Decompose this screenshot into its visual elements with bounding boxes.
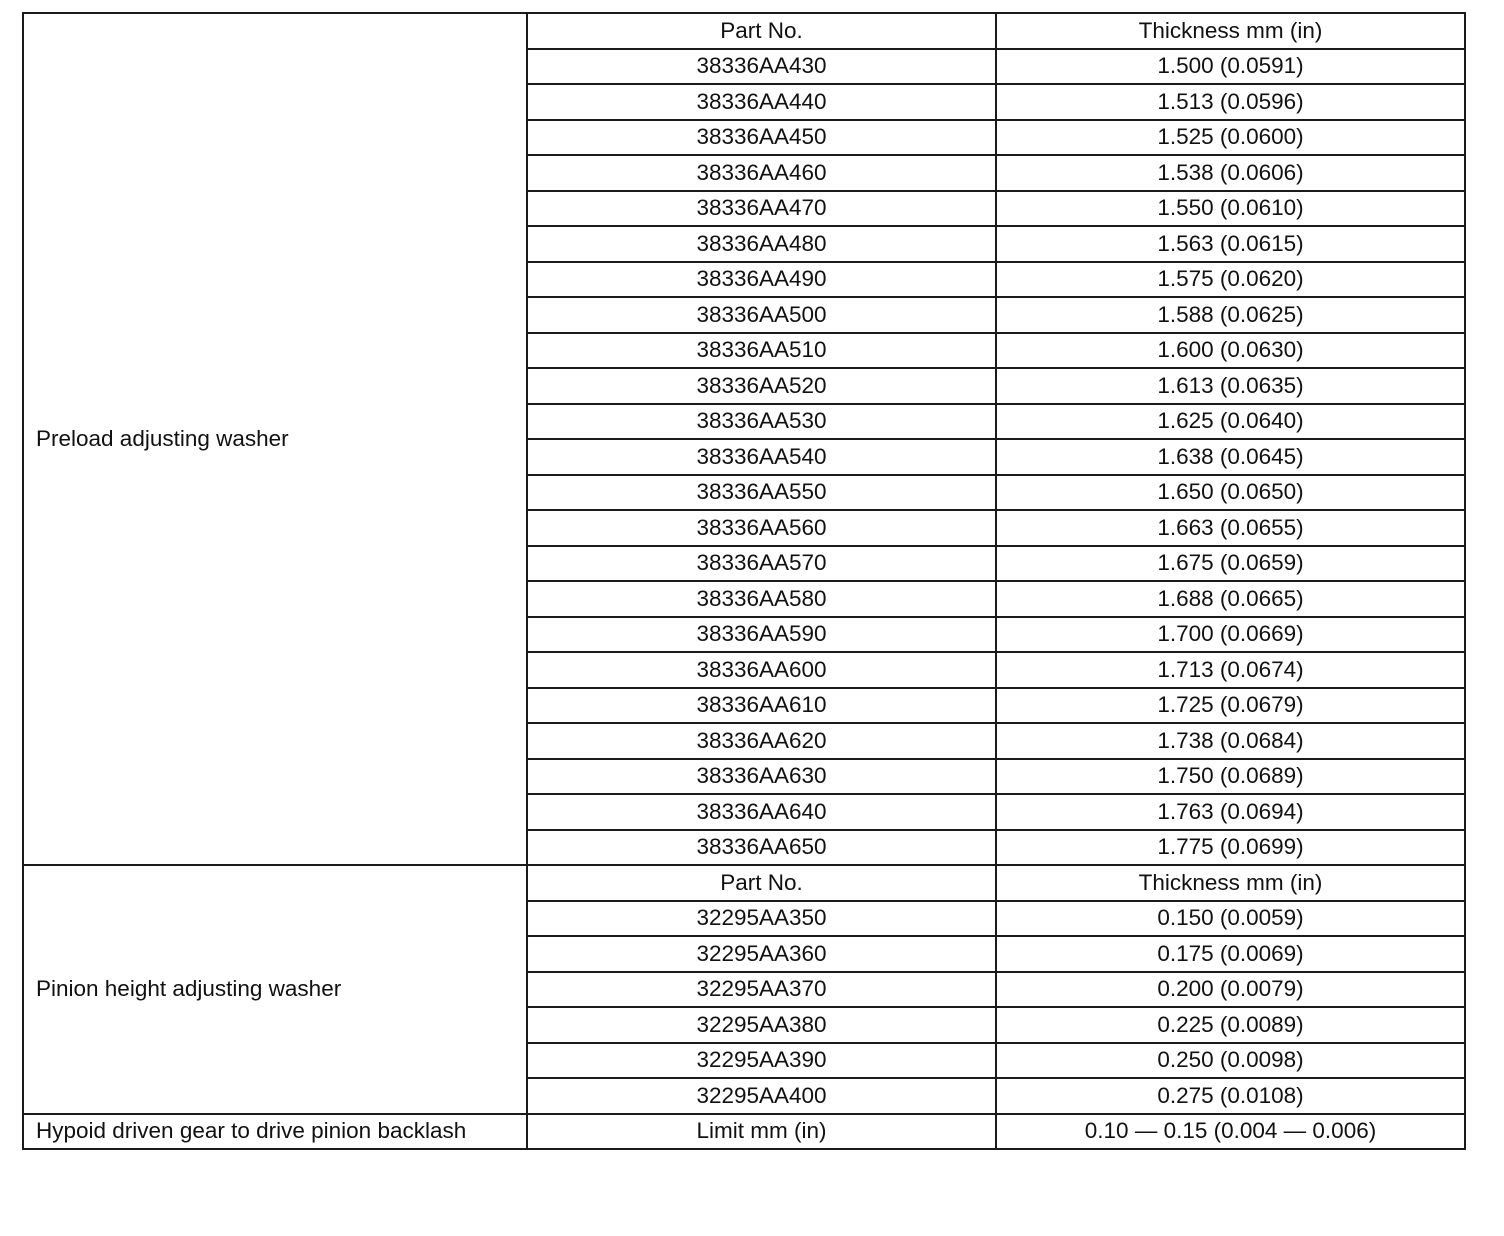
thickness-cell: 1.550 (0.0610) bbox=[996, 191, 1465, 227]
thickness-cell: 1.738 (0.0684) bbox=[996, 723, 1465, 759]
thickness-cell: 1.575 (0.0620) bbox=[996, 262, 1465, 298]
thickness-cell: 1.588 (0.0625) bbox=[996, 297, 1465, 333]
part-number-cell: 38336AA530 bbox=[527, 404, 996, 440]
part-number-cell: 38336AA520 bbox=[527, 368, 996, 404]
part-number-cell: 38336AA500 bbox=[527, 297, 996, 333]
thickness-cell: 1.600 (0.0630) bbox=[996, 333, 1465, 369]
part-number-cell: 32295AA370 bbox=[527, 972, 996, 1008]
part-number-cell: 38336AA650 bbox=[527, 830, 996, 866]
column-header-thickness: Thickness mm (in) bbox=[996, 13, 1465, 49]
thickness-cell: 1.750 (0.0689) bbox=[996, 759, 1465, 795]
thickness-cell: 1.613 (0.0635) bbox=[996, 368, 1465, 404]
column-header-part-no: Part No. bbox=[527, 865, 996, 901]
thickness-cell: 1.650 (0.0650) bbox=[996, 475, 1465, 511]
thickness-cell: 1.688 (0.0665) bbox=[996, 581, 1465, 617]
thickness-cell: 0.275 (0.0108) bbox=[996, 1078, 1465, 1114]
section-header-row bbox=[23, 13, 1465, 49]
backlash-limit-key: Limit mm (in) bbox=[527, 1114, 996, 1150]
thickness-cell: 1.775 (0.0699) bbox=[996, 830, 1465, 866]
thickness-cell: 0.200 (0.0079) bbox=[996, 972, 1465, 1008]
thickness-cell: 1.563 (0.0615) bbox=[996, 226, 1465, 262]
thickness-cell: 1.725 (0.0679) bbox=[996, 688, 1465, 724]
part-number-cell: 32295AA380 bbox=[527, 1007, 996, 1043]
part-number-cell: 32295AA350 bbox=[527, 901, 996, 937]
thickness-cell: 1.500 (0.0591) bbox=[996, 49, 1465, 85]
part-number-cell: 38336AA640 bbox=[527, 794, 996, 830]
thickness-cell: 0.225 (0.0089) bbox=[996, 1007, 1465, 1043]
thickness-cell: 0.250 (0.0098) bbox=[996, 1043, 1465, 1079]
column-header-part-no: Part No. bbox=[527, 13, 996, 49]
part-number-cell: 38336AA600 bbox=[527, 652, 996, 688]
part-number-cell: 38336AA490 bbox=[527, 262, 996, 298]
thickness-cell: 1.763 (0.0694) bbox=[996, 794, 1465, 830]
part-number-cell: 38336AA550 bbox=[527, 475, 996, 511]
part-number-cell: 38336AA610 bbox=[527, 688, 996, 724]
thickness-cell: 1.675 (0.0659) bbox=[996, 546, 1465, 582]
part-number-cell: 38336AA440 bbox=[527, 84, 996, 120]
part-number-cell: 38336AA630 bbox=[527, 759, 996, 795]
part-number-cell: 38336AA540 bbox=[527, 439, 996, 475]
part-number-cell: 38336AA430 bbox=[527, 49, 996, 85]
part-number-cell: 38336AA620 bbox=[527, 723, 996, 759]
thickness-cell: 0.175 (0.0069) bbox=[996, 936, 1465, 972]
thickness-cell: 1.538 (0.0606) bbox=[996, 155, 1465, 191]
thickness-cell: 1.638 (0.0645) bbox=[996, 439, 1465, 475]
section-header-row bbox=[23, 865, 1465, 901]
section-label: Preload adjusting washer bbox=[23, 13, 527, 865]
part-number-cell: 38336AA460 bbox=[527, 155, 996, 191]
part-number-cell: 38336AA470 bbox=[527, 191, 996, 227]
thickness-cell: 0.150 (0.0059) bbox=[996, 901, 1465, 937]
part-number-cell: 38336AA450 bbox=[527, 120, 996, 156]
part-number-cell: 38336AA590 bbox=[527, 617, 996, 653]
backlash-limit-value: 0.10 — 0.15 (0.004 — 0.006) bbox=[996, 1114, 1465, 1150]
part-number-cell: 38336AA510 bbox=[527, 333, 996, 369]
part-number-cell: 38336AA560 bbox=[527, 510, 996, 546]
part-number-cell: 38336AA570 bbox=[527, 546, 996, 582]
part-number-cell: 32295AA390 bbox=[527, 1043, 996, 1079]
backlash-row bbox=[23, 1114, 1465, 1150]
column-header-thickness: Thickness mm (in) bbox=[996, 865, 1465, 901]
thickness-cell: 1.663 (0.0655) bbox=[996, 510, 1465, 546]
thickness-cell: 1.713 (0.0674) bbox=[996, 652, 1465, 688]
part-number-cell: 38336AA480 bbox=[527, 226, 996, 262]
thickness-cell: 1.700 (0.0669) bbox=[996, 617, 1465, 653]
specification-table-body bbox=[23, 13, 1465, 1149]
thickness-cell: 1.525 (0.0600) bbox=[996, 120, 1465, 156]
part-number-cell: 32295AA360 bbox=[527, 936, 996, 972]
thickness-cell: 1.513 (0.0596) bbox=[996, 84, 1465, 120]
backlash-label: Hypoid driven gear to drive pinion backlash bbox=[23, 1114, 527, 1150]
part-number-cell: 38336AA580 bbox=[527, 581, 996, 617]
specification-table bbox=[22, 12, 1466, 1150]
section-label: Pinion height adjusting washer bbox=[23, 865, 527, 1114]
thickness-cell: 1.625 (0.0640) bbox=[996, 404, 1465, 440]
part-number-cell: 32295AA400 bbox=[527, 1078, 996, 1114]
